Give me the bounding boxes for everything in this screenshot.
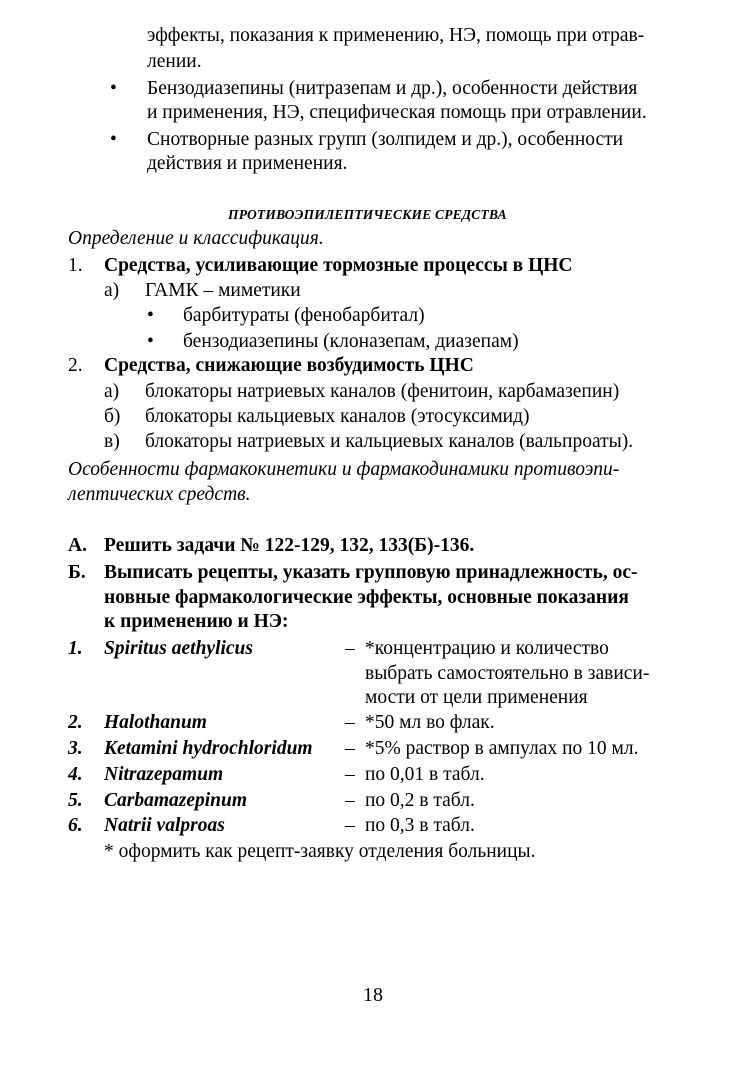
prescription-dash: –	[345, 712, 355, 733]
prescription-number: 5.	[68, 790, 83, 811]
prescription-number: 2.	[68, 712, 83, 733]
prescription-name: Natrii valproas	[104, 815, 225, 836]
prescription-note: по 0,3 в табл.	[365, 815, 475, 836]
footnote: * оформить как рецепт-заявку отделения больницы.	[104, 841, 536, 862]
prescription-number: 3.	[68, 738, 83, 759]
group-1-sub-a-text: ГАМК – миметики	[145, 280, 301, 301]
prescription-note: по 0,2 в табл.	[365, 790, 475, 811]
bullet-marker: •	[147, 331, 154, 352]
group-1-number: 1.	[68, 255, 83, 276]
prescription-dash: –	[345, 790, 355, 811]
features-line-1: Особенности фармакокинетики и фармакодинамики противоэпи-	[68, 459, 620, 480]
prescription-name: Halothanum	[104, 712, 207, 733]
group-1-sub-a-item-2: бензодиазепины (клоназепам, диазепам)	[183, 331, 519, 352]
task-b-line-1: Выписать рецепты, указать групповую принадлежность, ос-	[104, 562, 638, 583]
task-b-line-2: новные фармакологические эффекты, основные показания	[104, 587, 629, 608]
prescription-note: *50 мл во флак.	[365, 712, 495, 733]
group-2-number: 2.	[68, 355, 83, 376]
prescription-note: по 0,01 в табл.	[365, 764, 485, 785]
prescription-note: *5% раствор в ампулах по 10 мл.	[365, 738, 639, 759]
bullet-item-1-line-1: Бензодиазепины (нитразепам и др.), особенности действия	[147, 78, 638, 99]
bullet-marker: •	[110, 78, 117, 99]
features-line-2: лептических средств.	[68, 484, 251, 505]
continuation-line-2: лении.	[147, 51, 202, 72]
prescription-number: 4.	[68, 764, 83, 785]
prescription-dash: –	[345, 764, 355, 785]
prescription-note-line-3: мости от цели применения	[365, 687, 588, 708]
page-number: 18	[363, 984, 383, 1006]
group-2-item-text: блокаторы натриевых каналов (фенитоин, карбамазепин)	[145, 381, 620, 402]
task-b-line-3: к применению и НЭ:	[104, 611, 289, 632]
prescription-name: Spiritus aethylicus	[104, 638, 253, 659]
prescription-number: 1.	[68, 638, 83, 659]
group-1-sub-a-item-1: барбитураты (фенобарбитал)	[183, 305, 425, 326]
prescription-note-line-2: выбрать самостоятельно в зависи-	[365, 663, 650, 684]
bullet-marker: •	[110, 129, 117, 150]
group-2-item-letter: б)	[104, 406, 121, 427]
bullet-marker: •	[147, 305, 154, 326]
prescription-name: Carbamazepinum	[104, 790, 248, 811]
continuation-line-1: эффекты, показания к применению, НЭ, помощь при отрав-	[147, 25, 645, 46]
group-2-item-letter: а)	[104, 381, 120, 402]
section-heading: ПРОТИВОЭПИЛЕПТИЧЕСКИЕ СРЕДСТВА	[228, 207, 507, 222]
task-a-text: Решить задачи № 122-129, 132, 133(Б)-136.	[104, 535, 475, 556]
group-2-item-text: блокаторы натриевых и кальциевых каналов (вальпроаты).	[145, 431, 634, 452]
task-b-letter: Б.	[68, 562, 86, 583]
section-intro: Определение и классификация.	[68, 228, 324, 249]
prescription-note: *концентрацию и количество	[365, 638, 609, 659]
prescription-name: Ketamini hydrochloridum	[104, 738, 313, 759]
prescription-dash: –	[345, 815, 355, 836]
prescription-number: 6.	[68, 815, 83, 836]
bullet-item-2-line-2: действия и применения.	[147, 153, 348, 174]
prescription-name: Nitrazepamum	[104, 764, 224, 785]
group-2-item-text: блокаторы кальциевых каналов (этосуксимид)	[145, 406, 530, 427]
bullet-item-1-line-2: и применения, НЭ, специфическая помощь при отравлении.	[147, 102, 647, 123]
prescription-dash: –	[345, 638, 355, 659]
group-2-title: Средства, снижающие возбудимость ЦНС	[104, 355, 474, 376]
bullet-item-2-line-1: Снотворные разных групп (золпидем и др.), особенности	[147, 129, 624, 150]
group-1-sub-a-letter: а)	[104, 280, 120, 301]
prescription-dash: –	[345, 738, 355, 759]
group-2-item-letter: в)	[104, 431, 120, 452]
group-1-title: Средства, усиливающие тормозные процессы в ЦНС	[104, 255, 573, 276]
task-a-letter: А.	[68, 535, 87, 556]
